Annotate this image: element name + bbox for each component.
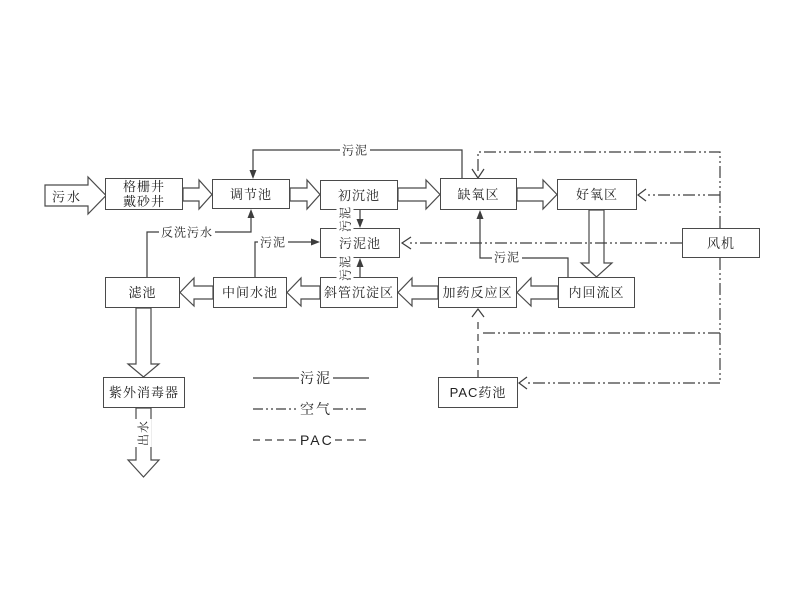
arrowhead-into-regulating-top — [250, 170, 257, 179]
label-sludge-intermediate: 污泥 — [259, 235, 287, 250]
legend-line-solid-right — [333, 373, 369, 383]
arrowhead-into-sludgetank-bottom — [357, 258, 364, 267]
box-internal-reflux — [558, 277, 635, 308]
box-filter-label: 滤池 — [128, 285, 157, 300]
arrowhead-into-regulating-bottom — [248, 209, 255, 218]
legend-row-air — [253, 393, 371, 424]
box-uv-label: 紫外消毒器 — [108, 385, 179, 400]
label-sewage-in: 污水 — [51, 189, 83, 205]
box-dosing-reaction — [438, 277, 517, 308]
arrow-reflux-to-dosing — [517, 278, 558, 306]
box-internal-reflux-label: 内回流区 — [568, 285, 625, 300]
label-backwash: 反洗污水 — [160, 225, 214, 240]
arrow-anoxic-to-aerobic — [517, 180, 557, 209]
label-sludge-primary-vertical: 污泥 — [338, 205, 353, 233]
box-fan-label: 风机 — [706, 235, 735, 251]
box-regulating-label: 调节池 — [229, 186, 272, 202]
legend-row-pac — [253, 424, 371, 455]
label-effluent-out: 出水 — [136, 419, 151, 447]
label-sludge-top-return: 污泥 — [341, 143, 369, 158]
arrowhead-into-sludgetank-top — [357, 219, 364, 228]
box-dosing-reaction-label: 加药反应区 — [442, 285, 513, 300]
pacarrow-into-dosing — [472, 309, 484, 317]
legend-line-dashdot-right — [333, 404, 369, 414]
box-sludge-tank-label: 污泥池 — [338, 235, 381, 251]
box-aerobic-zone — [557, 179, 637, 210]
legend-line-dashed — [253, 435, 299, 445]
arrowhead-into-sludgetank-left — [311, 239, 320, 246]
box-pac-tank-label: PAC药池 — [449, 385, 507, 400]
arrow-regulating-to-primary — [290, 180, 320, 209]
airarrow-into-aerobic — [638, 189, 646, 201]
airarrow-into-pactank — [519, 377, 527, 389]
box-inclined-tube-label: 斜管沉淀区 — [323, 285, 394, 300]
box-intermediate-tank — [213, 277, 287, 308]
arrow-grit-to-regulating — [183, 180, 212, 209]
legend-label-air: 空气 — [300, 400, 332, 417]
box-inclined-tube-sedimentation — [320, 277, 398, 308]
label-sludge-reflux: 污泥 — [493, 250, 521, 265]
box-aerobic-label: 好氧区 — [575, 187, 618, 202]
box-primary-label: 初沉池 — [337, 187, 380, 203]
box-intermediate-tank-label: 中间水池 — [221, 285, 278, 300]
legend-line-dashdot — [253, 404, 299, 414]
legend — [253, 362, 371, 455]
box-grit-well-line1: 格栅井 — [122, 179, 165, 194]
legend-label-pac: PAC — [300, 431, 334, 448]
box-sludge-tank — [320, 228, 400, 258]
box-anoxic-label: 缺氧区 — [457, 186, 500, 202]
arrowhead-into-anoxic-bottom — [477, 210, 484, 219]
label-sludge-inclined-vertical: 污泥 — [338, 254, 353, 282]
legend-line-dashed-right — [335, 435, 371, 445]
box-fan — [682, 228, 760, 258]
box-regulating-tank — [212, 179, 290, 209]
box-anoxic-zone — [440, 178, 517, 210]
arrow-primary-to-anoxic — [398, 180, 440, 209]
box-grit-well-line2: 戴砂井 — [122, 194, 165, 209]
arrow-dosing-to-inclined — [398, 278, 438, 306]
arrow-intermediate-to-filter — [180, 278, 213, 306]
box-pac-tank — [438, 377, 518, 408]
airarrow-into-sludgetank — [402, 237, 411, 249]
box-grit-well — [105, 178, 183, 210]
legend-label-sludge: 污泥 — [300, 369, 332, 386]
box-primary-sedimentation — [320, 180, 398, 210]
legend-row-sludge — [253, 362, 371, 393]
legend-line-solid — [253, 373, 299, 383]
arrow-filter-to-uv — [128, 308, 159, 377]
box-uv-disinfector — [103, 377, 185, 408]
box-filter-tank — [105, 277, 180, 308]
arrow-inclined-to-intermediate — [287, 278, 320, 306]
